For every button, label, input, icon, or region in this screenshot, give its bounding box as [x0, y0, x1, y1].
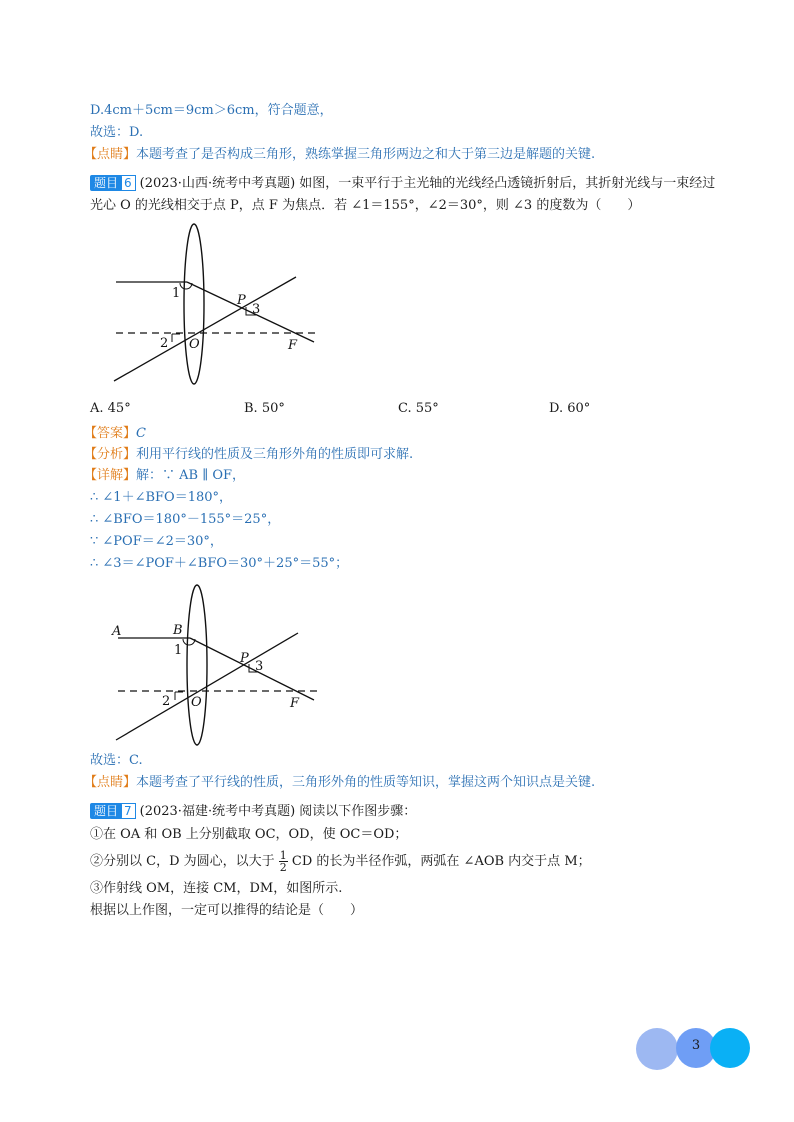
label-p: P: [237, 293, 246, 308]
detail-line-3: ∴ ∠BFO＝180°－155°＝25°，: [90, 512, 281, 527]
analysis-text: 利用平行线的性质及三角形外角的性质即可求解.: [136, 447, 414, 462]
remark-tag: 【点睛】: [84, 775, 137, 790]
one-half-fraction: [279, 850, 288, 873]
label-o: O: [189, 337, 200, 352]
detail-line-2: ∴ ∠1＋∠BFO＝180°，: [90, 490, 233, 505]
label-b: B: [173, 623, 183, 638]
q7-step3: ③作射线 OM，连接 CM，DM，如图所示.: [90, 881, 343, 896]
page-number: 3: [691, 1038, 701, 1053]
label-3: 3: [255, 659, 264, 674]
label-2: 2: [162, 694, 171, 709]
answer-value: C: [136, 426, 146, 441]
q6-remark-line: [84, 774, 595, 792]
lens-figure-1: [100, 220, 340, 390]
angle-2-mark: [175, 692, 183, 700]
detail-line-5: ∴ ∠3＝∠POF＋∠BFO＝30°＋25°＝55°；: [90, 556, 349, 571]
label-p: P: [240, 651, 249, 666]
q7-stem-text: (2023·福建·统考中考真题) 阅读以下作图步骤：: [139, 804, 417, 819]
angle-2-mark: [172, 334, 180, 342]
question-tag: 题目: [90, 175, 122, 191]
analysis-tag: 【分析】: [84, 447, 137, 462]
label-f: F: [290, 696, 300, 711]
q7-step2-pre: ②分别以 C，D 为圆心，以大于: [90, 854, 275, 869]
q6-stem-text1: (2023·山西·统考中考真题) 如图，一束平行于主光轴的光线经凸透镜折射后，其折射光线与一束经过: [139, 176, 716, 191]
question-number: 6: [120, 175, 136, 191]
detail-tag: 【详解】: [84, 468, 137, 483]
option-d-line: D.4cm＋5cm＝9cm＞6cm，符合题意，: [90, 103, 333, 118]
detail-line-1: 解：∵ AB ∥ OF，: [136, 468, 246, 483]
lens-figure-2: [100, 580, 340, 750]
remark-text: 本题考查了平行线的性质，三角形外角的性质等知识，掌握这两个知识点是关键.: [136, 775, 596, 790]
detail-row: [84, 467, 245, 485]
fraction-numerator: 1: [279, 849, 287, 862]
q7-step2-post: CD 的长为半径作弧，两弧在 ∠AOB 内交于点 M；: [291, 854, 591, 869]
answer-line: 故选：D.: [90, 125, 144, 140]
choice-d: D. 60°: [549, 401, 591, 416]
label-2: 2: [160, 336, 169, 351]
label-1: 1: [174, 643, 183, 658]
label-o: O: [191, 695, 202, 710]
q7-stem-line: [90, 803, 416, 821]
q7-step1: ①在 OA 和 OB 上分别截取 OC，OD，使 OC＝OD；: [90, 827, 408, 842]
remark-line: [84, 146, 595, 164]
choice-c: C. 55°: [398, 401, 439, 416]
label-1: 1: [172, 286, 181, 301]
q6-stem-line2: 光心 O 的光线相交于点 P，点 F 为焦点．若 ∠1＝155°，∠2＝30°，则 ∠3 的度数为（ ）: [90, 198, 641, 213]
remark-tag: 【点睛】: [84, 147, 137, 162]
detail-line-4: ∵ ∠POF＝∠2＝30°，: [90, 534, 223, 549]
answer-row: [84, 425, 146, 443]
q6-stem-line1: [90, 175, 715, 193]
page-deco-circle-right: [710, 1028, 750, 1068]
label-f: F: [288, 338, 298, 353]
q7-question: 根据以上作图，一定可以推得的结论是（ ）: [90, 903, 364, 918]
question-tag: 题目: [90, 803, 122, 819]
label-a: A: [112, 624, 122, 639]
choice-a: A. 45°: [90, 401, 131, 416]
fraction-denominator: 2: [279, 861, 287, 874]
lens-shape: [187, 585, 207, 745]
choice-b: B. 50°: [244, 401, 285, 416]
remark-text: 本题考查了是否构成三角形，熟练掌握三角形两边之和大于第三边是解题的关键.: [136, 147, 596, 162]
analysis-row: [84, 446, 413, 464]
question-number: 7: [120, 803, 136, 819]
lens-shape: [184, 224, 204, 384]
q7-step2: [90, 850, 591, 874]
center-ray: [114, 277, 296, 381]
conclusion-line: 故选：C.: [90, 753, 143, 768]
page-deco-circle-left: [636, 1028, 678, 1070]
label-3: 3: [252, 302, 261, 317]
answer-tag: 【答案】: [84, 426, 137, 441]
